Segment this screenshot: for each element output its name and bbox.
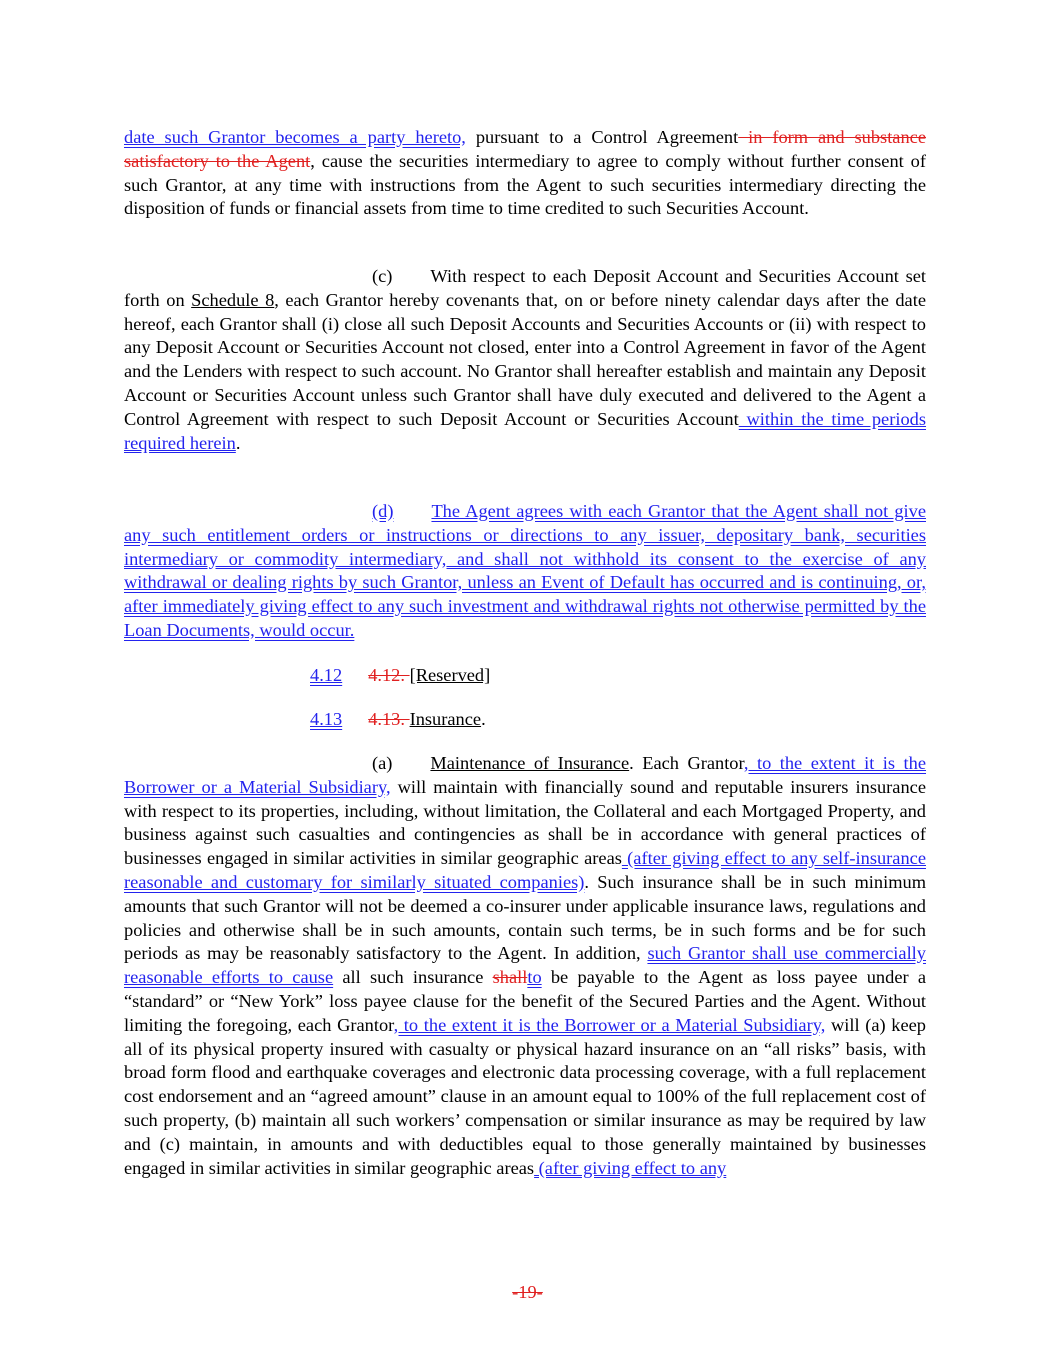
body-text: all such insurance — [333, 967, 493, 988]
inserted-text: The Agent agrees with each Grantor that the Agent shall not give any such entitlement orders or instructions or directions to any issuer, depositary bank, securities intermediary or commodity intermediary, and shall not withhold its consent to the exercise of any withdrawal or dealing rights by such Grantor, unless an Event of Default has occurred and is continuing, or, after immediately giving effect to any such investment and withdrawal rights not otherwise permitted by the Loan Documents, would occur. — [124, 501, 926, 640]
body-text: . Each Grantor — [629, 753, 744, 773]
section-title: [Reserved] — [409, 665, 491, 685]
inserted-text: to — [527, 967, 542, 988]
body-text: pursuant to a Control Agreement — [465, 127, 739, 147]
body-text: . Such insurance shall be in such minimum amounts that such Grantor will not be deemed a co-insurer under applicable insurance laws, regulations and policies and otherwise shall be in such amounts, contain such terms, be in such forms and be for such periods as may be reasonably satisfactory to the Agent. In addition, — [124, 871, 926, 964]
inserted-text: within the time periods required herein — [124, 408, 927, 453]
section-heading-4-13: 4.13 4.13. Insurance. — [310, 709, 486, 729]
body-text: will (a) keep all of its physical property insured with casualty or physical hazard insurance on an “all risks” basis, with broad form flood and earthquake coverages and electronic data processing coverage, with a full replacement cost endorsement and an “agreed amount” clause in an amount equal to 100% of the full replacement cost of such property, (b) maintain all such workers’ compensation or similar insurance as may be required by law and (c) maintain, in amounts and with deductibles equal to those generally maintained by businesses engaged in similar activities in similar geographic areas — [124, 1014, 927, 1178]
section-number-deleted: 4.12. — [368, 665, 410, 685]
clause-label: (c) — [372, 266, 393, 286]
inserted-text: (after giving effect to any — [534, 1157, 727, 1178]
inserted-text: (after giving effect to any self-insurance reasonable and customary for similarly situated companies) — [124, 848, 926, 892]
section-number-new: 4.13 — [310, 709, 343, 729]
inserted-text: , to the extent it is the Borrower or a Material Subsidiary, — [124, 753, 926, 797]
section-title: Insurance — [409, 709, 482, 729]
deleted-text: in form and substance satisfactory to the Agent — [124, 127, 926, 171]
deleted-text: shall — [492, 967, 528, 988]
inserted-text: such Grantor shall use commercially reasonable efforts to cause — [124, 943, 926, 988]
section-number-deleted: 4.13. — [368, 709, 410, 729]
body-text: . — [235, 432, 241, 453]
body-text: be payable to the Agent as loss payee under a “standard” or “New York” loss payee clause for the benefit of the Secured Parties and the Agent. Without limiting the foregoing, each Grantor — [124, 967, 926, 1035]
body-text: With respect to each Deposit Account and Securities Account set forth on — [124, 266, 926, 310]
inserted-text: date such Grantor becomes a party hereto, — [124, 127, 466, 147]
paragraph-a-maintenance-of-insurance — [124, 752, 926, 1180]
clause-label: (d) — [372, 501, 394, 521]
paragraph-securities-account — [124, 126, 926, 221]
section-number-new: 4.12 — [310, 665, 343, 685]
section-heading-4-12 — [310, 664, 490, 688]
schedule-reference: Schedule 8 — [191, 289, 275, 310]
inserted-text: , to the extent it is the Borrower or a Material Subsidiary, — [393, 1014, 826, 1035]
paragraph-d-agent-agrees — [124, 500, 926, 643]
paragraph-c-deposit-accounts — [124, 265, 926, 455]
body-text: will maintain with financially sound and reputable insurers insurance with respect to its properties, including, without limitation, the Collateral and each Mortgaged Property, and business against such casualties and contingencies as shall be in accordance with general practices of businesses engaged in similar activities in similar geographic areas — [124, 776, 926, 869]
body-text: , cause the securities intermediary to agree to comply without further consent of such Grantor, at any time with instructions from the Agent to such securities intermediary directing the disposition of funds or financial assets from time to time credited to such Securities Account. — [124, 150, 927, 219]
body-text: , each Grantor hereby covenants that, on or before ninety calendar days after the date hereof, each Grantor shall (i) close all such Deposit Accounts and Securities Accounts or (ii) with respect to any Deposit Account or Securities Account not closed, enter into a Control Agreement in favor of the Agent and the Lenders with respect to such account. No Grantor shall hereafter establish and maintain any Deposit Account or Securities Account unless such Grantor shall have duly executed and delivered to the Agent a Control Agreement with respect to such Deposit Account or Securities Account — [124, 289, 926, 429]
clause-caption: Maintenance of Insurance — [430, 753, 630, 773]
clause-label: (a) — [372, 753, 393, 773]
page-number: -19- — [512, 1282, 543, 1302]
